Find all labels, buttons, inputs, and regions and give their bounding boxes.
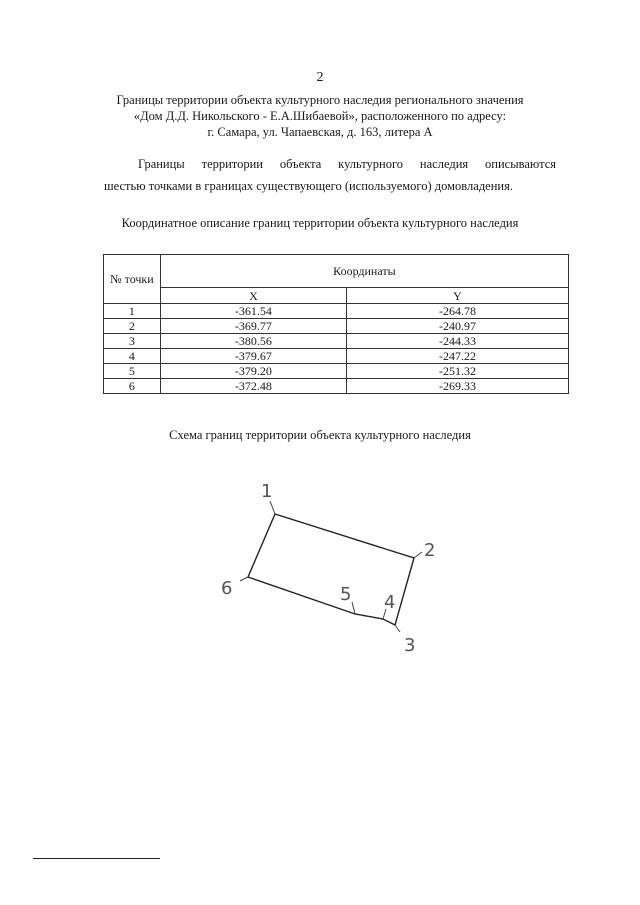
document-heading bbox=[60, 92, 580, 140]
heading-line-3: г. Самара, ул. Чапаевская, д. 163, литера А bbox=[207, 125, 433, 139]
paragraph-line-2: шестью точками в границах существующего (используемого) домовладения. bbox=[104, 179, 513, 193]
cell-x: -380.56 bbox=[160, 334, 346, 349]
scheme-caption: Схема границ территории объекта культурного наследия bbox=[169, 428, 471, 442]
point-label-5: 5 bbox=[340, 584, 352, 605]
header-coordinates: Координаты bbox=[160, 255, 568, 288]
paragraph-line-1: Границы территории объекта культурного наследия описываются bbox=[138, 157, 556, 171]
table-caption: Координатное описание границ территории объекта культурного наследия bbox=[121, 216, 519, 230]
table-row bbox=[104, 364, 569, 379]
cell-y: -251.32 bbox=[347, 364, 569, 379]
header-y: Y bbox=[347, 288, 569, 304]
boundary-scheme bbox=[200, 470, 460, 670]
cell-y: -247.22 bbox=[347, 349, 569, 364]
cell-x: -372.48 bbox=[160, 379, 346, 394]
cell-x: -379.67 bbox=[160, 349, 346, 364]
cell-point: 4 bbox=[104, 349, 161, 364]
cell-point: 6 bbox=[104, 379, 161, 394]
cell-y: -269.33 bbox=[347, 379, 569, 394]
cell-point: 1 bbox=[104, 304, 161, 319]
point-label-2: 2 bbox=[424, 540, 436, 561]
table-row bbox=[104, 304, 569, 319]
cell-x: -369.77 bbox=[160, 319, 346, 334]
point-label-4: 4 bbox=[384, 592, 396, 613]
cell-point: 3 bbox=[104, 334, 161, 349]
cell-y: -264.78 bbox=[347, 304, 569, 319]
cell-point: 5 bbox=[104, 364, 161, 379]
coordinates-table bbox=[103, 254, 569, 394]
heading-line-2: «Дом Д.Д. Никольского - Е.А.Шибаевой», расположенного по адресу: bbox=[133, 109, 507, 123]
point-label-1: 1 bbox=[261, 481, 273, 502]
cell-y: -240.97 bbox=[347, 319, 569, 334]
cell-x: -379.20 bbox=[160, 364, 346, 379]
heading-line-1: Границы территории объекта культурного наследия регионального значения bbox=[116, 93, 524, 107]
table-row bbox=[104, 379, 569, 394]
table-row bbox=[104, 349, 569, 364]
cell-y: -244.33 bbox=[347, 334, 569, 349]
point-label-6: 6 bbox=[221, 578, 233, 599]
header-x: X bbox=[160, 288, 346, 304]
table-row bbox=[104, 334, 569, 349]
cell-point: 2 bbox=[104, 319, 161, 334]
table-row bbox=[104, 319, 569, 334]
cell-x: -361.54 bbox=[160, 304, 346, 319]
header-point-number: № точки bbox=[104, 255, 161, 304]
footnote-separator bbox=[33, 858, 160, 859]
point-label-3: 3 bbox=[404, 635, 416, 656]
page-number: 2 bbox=[316, 70, 324, 85]
